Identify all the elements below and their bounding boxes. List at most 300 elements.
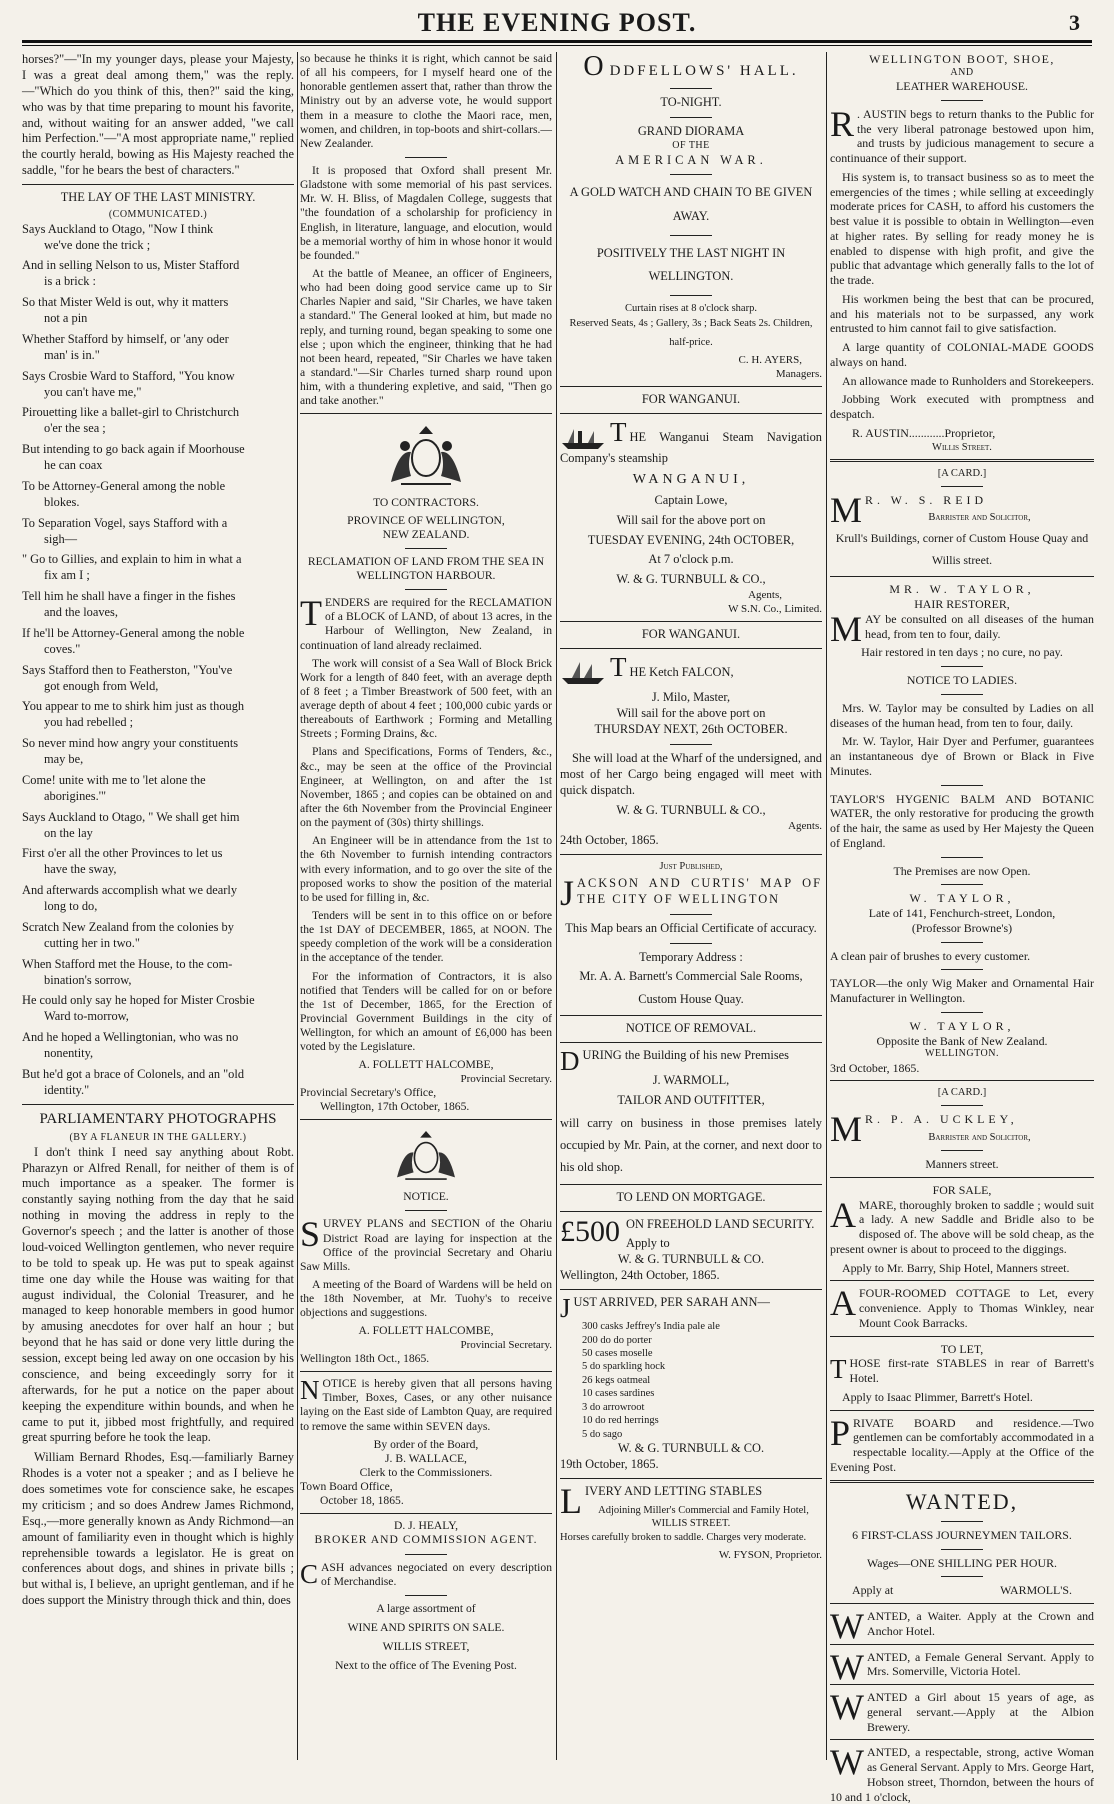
column-divider [826, 52, 827, 1760]
taylor-text: AY be consulted on all diseases of the human head, from ten to four, daily. [865, 611, 1094, 641]
tonight: TO-NIGHT. [660, 95, 722, 109]
apply-at: Apply at [852, 1583, 894, 1598]
divider [670, 235, 712, 236]
poem-line: But intending to go back again if Moorhouse [22, 442, 245, 457]
buckley-name: R. P. A. UCKLEY, [865, 1112, 1018, 1127]
divider [941, 1549, 983, 1550]
warmoll-name: J. WARMOLL, [652, 1072, 730, 1087]
column-4 [830, 52, 1094, 1804]
date: Wellington, 24th October, 1865. [560, 1268, 720, 1283]
office: Provincial Secretary's Office, [300, 1085, 437, 1099]
ladies-paragraph: Mrs. W. Taylor may be consulted by Ladies on all diseases of the human head, from ten to four, daily. [830, 700, 1094, 730]
divider [560, 1042, 822, 1043]
ketch-icon [560, 660, 606, 686]
divider [830, 1684, 1094, 1685]
poem-line: got enough from Weld, [44, 678, 159, 693]
divider [830, 1603, 1094, 1604]
steamship-icon [560, 425, 606, 451]
poem-line: man' is in." [44, 347, 100, 362]
divider [830, 1080, 1094, 1081]
poem-line: nonentity, [44, 1046, 94, 1061]
divider [405, 589, 447, 590]
divider [941, 884, 983, 885]
drop-cap: P [830, 1412, 851, 1453]
of-the: OF THE [672, 139, 710, 151]
just-published: Just Published, [659, 860, 723, 872]
divider [405, 1595, 447, 1596]
wanganui-title: FOR WANGANUI. [641, 627, 741, 642]
mortgage-amount: £500 [560, 1214, 620, 1248]
divider [941, 857, 983, 858]
card-label: [A CARD.] [937, 467, 987, 479]
divider [405, 548, 447, 549]
divider [830, 1410, 1094, 1411]
poem-couplet [22, 1067, 294, 1099]
newspaper-title: THE EVENING POST. [417, 8, 697, 37]
ladies-paragraph: Mr. W. Taylor, Hair Dyer and Perfumer, guarantees an instantaneous dye of Brown or Black in Five Minutes. [830, 734, 1094, 778]
livery-title: IVERY AND LETTING STABLES [585, 1483, 763, 1498]
company: W S.N. Co., Limited. [728, 603, 822, 616]
healy-title: BROKER AND COMMISSION AGENT. [314, 1533, 538, 1547]
column-3 [560, 52, 822, 1757]
manners-street: Manners street. [925, 1157, 999, 1172]
poem-couplet [22, 405, 294, 437]
austin-street: Willis Street. [932, 441, 992, 453]
healy-name: D. J. HEALY, [393, 1519, 458, 1533]
poem-couplet [22, 736, 294, 768]
poem-line: If he'll be Attorney-General among the noble [22, 625, 245, 640]
temporary-address: Temporary Address : [639, 949, 743, 964]
poem-couplet [22, 442, 294, 474]
removal-body: will carry on business in those premises lately occupied by Mr. Pain, at the corner, and next door to his old shop. [560, 1115, 822, 1175]
masthead [0, 0, 1114, 48]
signature: J. B. WALLACE, [385, 1451, 467, 1465]
poem-line: " Go to Gillies, and explain to him in what a [22, 552, 242, 567]
divider [670, 744, 712, 745]
poem-line: aborigines.'" [44, 788, 107, 803]
poem-couplet [22, 295, 294, 327]
poem-line: To be Attorney-General among the noble [22, 478, 226, 493]
drop-cap: R [830, 103, 855, 144]
girl-text: ANTED a Girl about 15 years of age, as general servant.—Apply at the Albion Brewery. [866, 1690, 1094, 1734]
wine: WINE AND SPIRITS ON SALE. [347, 1621, 505, 1635]
drop-cap: W [830, 1606, 864, 1647]
divider [670, 295, 712, 296]
page-number: 3 [1069, 10, 1080, 35]
date: Wellington 18th Oct., 1865. [300, 1351, 430, 1365]
divider [830, 1480, 1094, 1483]
divider [300, 1513, 552, 1514]
cargo-item: 10 cases sardines [582, 1388, 655, 1400]
poem-line: coves." [44, 641, 81, 656]
drop-cap: T [300, 593, 322, 634]
arrived-title: UST ARRIVED, PER SARAH ANN— [573, 1295, 770, 1310]
premises: The Premises are now Open. [893, 863, 1031, 878]
stables-text: HOSE first-rate STABLES in rear of Barrett's Hotel. [849, 1356, 1094, 1386]
parliamentary-subtitle: (BY A FLANEUR IN THE GALLERY.) [69, 1131, 247, 1143]
poem-line: Says Auckland to Otago, "Now I think [22, 221, 214, 236]
column-2 [300, 52, 552, 1757]
divider [941, 1105, 983, 1106]
divider [941, 785, 983, 786]
column-1 [22, 52, 294, 1757]
poem-couplet [22, 589, 294, 621]
masthead-rule [22, 40, 1092, 43]
buckley-role: Barrister and Solicitor, [928, 1132, 1031, 1144]
drop-cap: T [610, 652, 627, 683]
poem-line: First o'er all the other Provinces to let us [22, 846, 223, 861]
poem-line: not a pin [44, 311, 88, 326]
let-title: TO LET, [940, 1341, 984, 1356]
gold-watch: A GOLD WATCH AND CHAIN TO BE GIVEN AWAY. [569, 185, 813, 223]
wanted-letter: W [905, 1488, 927, 1514]
jackson-title: ACKSON AND CURTIS' MAP OF THE CITY OF WELLINGTON [577, 875, 822, 906]
drop-cap: A [830, 1194, 856, 1235]
signature: A. FOLLETT HALCOMBE, [358, 1324, 494, 1338]
wigmaker: TAYLOR—the only Wig Maker and Ornamental Hair Manufacturer in Wellington. [830, 976, 1094, 1006]
austin-signature: R. AUSTIN............Proprietor, [852, 425, 996, 440]
tender-paragraph: ENDERS are required for the RECLAMATION of a BLOCK of LAND, of about 13 acres, in the Harbour of Wellington, New Zealand, in continuation of land already reclaimed. [300, 596, 552, 652]
agent: W. & G. TURNBULL & CO., [616, 572, 766, 587]
divider [300, 1371, 552, 1372]
drop-cap: C [300, 1558, 319, 1589]
poem-couplet [22, 883, 294, 915]
late-of: Late of 141, Fenchurch-street, London, [868, 906, 1056, 921]
divider [830, 459, 1094, 462]
divider [830, 1644, 1094, 1645]
poem-line: Says Auckland to Otago, " We shall get him [22, 809, 240, 824]
divider [830, 1336, 1094, 1337]
tender-paragraph: Tenders will be sent in to this office on or before the 1st DAY of DECEMBER, 1865, at NOON. The speedy completion of the work will be a consideration in the acceptance of the tender. [300, 909, 552, 965]
curtain: Curtain rises at 8 o'clock sharp. [625, 302, 757, 314]
drop-cap: O [583, 51, 607, 82]
will-sail: Will sail for the above port on [616, 512, 766, 527]
divider [830, 1280, 1094, 1281]
intro-paragraph: horses?"—"In my younger days, please your Majesty, I was a great deal among them," was the reply.—"Which do you think of this, then?" said the king, who was by that time preparing to mount his favorite, and, without waiting for an answer added, "we call him Perfection."—"A most appropriate name," replied the courtly herald, bowing as His Majesty reached the saddle, "for he bears the best of characters." [22, 52, 294, 178]
reclamation-heading: RECLAMATION OF LAND FROM THE SEA IN WELLINGTON HARBOUR. [307, 554, 545, 582]
poem-line: sigh— [44, 531, 78, 546]
waiter-text: ANTED, a Waiter. Apply at the Crown and Anchor Hotel. [866, 1609, 1094, 1638]
boot-warehouse: LEATHER WAREHOUSE. [896, 79, 1028, 94]
divider [405, 157, 447, 158]
agent: W. & G. TURNBULL & CO. [617, 1441, 765, 1456]
divider [941, 100, 983, 101]
poem-line: identity." [44, 1082, 90, 1097]
divider [941, 1150, 983, 1151]
will-sail: Will sail for the above port on [616, 706, 766, 721]
warmolls: WARMOLL'S. [1000, 1583, 1072, 1598]
divider [405, 1554, 447, 1555]
cargo-list [560, 1320, 822, 1441]
taylor-signature: W. TAYLOR, [909, 891, 1015, 906]
master: J. Milo, Master, [651, 690, 731, 705]
poem-couplet [22, 663, 294, 695]
poem-line: Says Crosbie Ward to Stafford, "You know [22, 368, 235, 383]
poem-couplet [22, 479, 294, 511]
divider [670, 943, 712, 944]
board-text: RIVATE BOARD and residence.—Two gentlemen can be comfortably accommodated in a respectable locality.—Apply at the Office of the Evening Post. [830, 1415, 1094, 1474]
poem-couplet [22, 516, 294, 548]
mare-text: MARE, thoroughly broken to saddle ; would suit a lady. A new Saddle and Bridle also to be disposed of. The above will be sold cheap, as the present owner is about to proceed to the diggings. [830, 1197, 1094, 1256]
poem-line: You appear to me to shirk him just as though [22, 699, 245, 714]
divider [560, 854, 822, 855]
apply-to: Apply to [626, 1236, 670, 1251]
browne: (Professor Browne's) [911, 920, 1013, 935]
date: 19th October, 1865. [560, 1456, 659, 1471]
column-divider [556, 52, 557, 1760]
poem-line: When Stafford met the House, to the com- [22, 956, 233, 971]
time: At 7 o'clock p.m. [648, 552, 734, 567]
poem-line: Says Stafford then to Featherston, "You've [22, 662, 233, 677]
royal-crest-icon [386, 1126, 466, 1184]
removal-text: URING the Building of his new Premises [582, 1047, 789, 1062]
tender-paragraph: Plans and Specifications, Forms of Tenders, &c., &c., may be seen at the office of the Provincial Engineer, at Wellington, on and after the 1st November, 1865 ; and copies can be obtained on and after the 6th November from the Provincial Engineer on the payment of (30s) thirty shillings. [300, 745, 552, 830]
taylor-name: MR. W. TAYLOR, [889, 582, 1035, 597]
removal-title: NOTICE OF REMOVAL. [625, 1021, 757, 1036]
poem-line: To Separation Vogel, says Stafford with a [22, 515, 228, 530]
drop-cap: W [830, 1742, 864, 1783]
map-certificate: This Map bears an Official Certificate of accuracy. [565, 920, 817, 935]
drop-cap: W [830, 1687, 864, 1728]
cargo-item: 50 cases moselle [582, 1347, 653, 1359]
apply-row [830, 1583, 1094, 1598]
opposite: Opposite the Bank of New Zealand. [876, 1033, 1048, 1048]
card-label: [A CARD.] [937, 1087, 987, 1099]
livery-text: Horses carefully broken to saddle. Charges very moderate. [560, 1531, 807, 1543]
signature-role: Managers. [775, 367, 822, 380]
balm-text: TAYLOR'S HYGENIC BALM AND BOTANIC WATER, the only restorative for producing the growth of the hair, the same as used by Her Majesty the Queen of England. [830, 791, 1094, 850]
poem-line: you can't have me," [44, 384, 142, 399]
divider [941, 969, 983, 970]
drop-cap: W [830, 1646, 864, 1687]
cargo-item: 300 casks Jeffrey's India pale ale [582, 1321, 720, 1333]
tender-paragraph: The work will consist of a Sea Wall of Block Brick Work for a length of 840 feet, with an average depth of 8 feet ; a Timber Breastwork of 500 feet, with an average depth of about 4 feet ; 100,000 cubic yards or thereabouts of Earthwork ; Forming and Metalling Streets ; Forming Drains, &c. [300, 656, 552, 741]
mortgage-title: TO LEND ON MORTGAGE. [616, 1189, 766, 1204]
divider [830, 576, 1094, 577]
poem-couplet [22, 369, 294, 401]
poem-line: He could only say he hoped for Mister Crosbie [22, 993, 255, 1008]
tailors: 6 FIRST-CLASS JOURNEYMEN TAILORS. [852, 1527, 1072, 1542]
drop-cap: D [560, 1045, 580, 1076]
divider [830, 1177, 1094, 1178]
signature-role: Provincial Secretary. [460, 1072, 552, 1085]
wharf-text: She will load at the Wharf of the undersigned, and most of her Cargo being engaged will meet with quick dispatch. [560, 751, 822, 797]
poem-line: Ward to-morrow, [44, 1009, 129, 1024]
wages: Wages—ONE SHILLING PER HOUR. [867, 1555, 1057, 1570]
austin-paragraph: A large quantity of COLONIAL-MADE GOODS always on hand. [830, 340, 1094, 369]
signature-role: Provincial Secretary. [460, 1338, 552, 1351]
divider [22, 184, 294, 185]
drop-cap: T [610, 416, 627, 447]
poem-line: And he hoped a Wellingtonian, who was no [22, 1030, 239, 1045]
agents: Agents. [788, 819, 822, 832]
divider [941, 486, 983, 487]
austin-paragraph: Jobbing Work executed with promptness and despatch. [830, 392, 1094, 422]
poem-line: cutting her in two." [44, 935, 140, 950]
drop-cap: J [560, 1293, 571, 1324]
divider [941, 1012, 983, 1013]
column-divider [297, 52, 298, 1760]
austin-paragraph: His system is, to transact business so as to meet the emergencies of the times ; while selling at exceedingly moderate prices for CASH, to afford his customers the best value it is possible to obtain in Wellington—even at higher rates. By selling for ready money he is enabled to dispense with high profit, and give the public that advantage which generally falls to the lot of the trade. [830, 169, 1094, 288]
survey-paragraph: URVEY PLANS and SECTION of the Ohariu District Road are laying for inspection at the Office of the provincial Secretary and Ohariu Saw Mills. [300, 1217, 552, 1273]
poem-couplet [22, 957, 294, 989]
survey-paragraph: A meeting of the Board of Wardens will be held on the 18th November, at Mr. Tuohy's to receive objections and suggestions. [300, 1277, 552, 1320]
poem-line: blokes. [44, 494, 80, 509]
divider [941, 942, 983, 943]
poem-line: bination's sorrow, [44, 972, 132, 987]
poem-couplet [22, 332, 294, 364]
office: Town Board Office, [300, 1480, 393, 1494]
wanted-title: ANTED, [926, 1488, 1019, 1514]
divider [941, 1576, 983, 1577]
parliamentary-title: PARLIAMENTARY PHOTOGRAPHS [39, 1110, 277, 1127]
austin-paragraph: An allowance made to Runholders and Storekeepers. [842, 373, 1094, 388]
cargo-item: 10 do red herrings [582, 1415, 659, 1427]
drop-cap: M [830, 608, 863, 649]
reid-address: Krull's Buildings, corner of Custom House Quay and Willis street. [835, 531, 1089, 567]
royal-crest-icon [381, 420, 471, 490]
boot-and: AND [950, 66, 974, 78]
article-paragraph: I don't think I need say anything about Robt. Pharazyn or Alfred Renall, for neither of them is of much importance as a speaker. The former is constantly saying nothing from the day that he said nothing in moving the address in reply to the Governor's speech ; and the latter is another of those loud-voiced Wellington gentlemen, who never require to be told to speak up. He was put to speak against time one day while the House was waiting for that august individual, the Colonial Treasurer, and he managed to keep honorable members in good humor by amusing anecdotes for over half an hour ; but beyond that he has said or done very little during the session, except being led away on one occasion by his conscience, and being exceedingly sorry for it afterwards, for he put a notice on the paper about keeping the expenditure within bounds, and when he came to put it, jibbed most frightfully, and required great spurring before he took the leap. [22, 1144, 294, 1445]
contractors-title: TO CONTRACTORS. [373, 496, 479, 510]
agents: Agents, [748, 589, 782, 602]
poem-couplet [22, 773, 294, 805]
austin-paragraph: His workmen being the best that can be procured, and his materials not to be surpassed, any work entrusted to him cannot fail to give satisfaction. [830, 291, 1094, 336]
departure: THURSDAY NEXT, 26th OCTOBER. [594, 722, 788, 737]
poem-line: Come! unite with me to 'let alone the [22, 772, 206, 787]
poem-couplet [22, 626, 294, 658]
sale-title: FOR SALE, [932, 1182, 992, 1197]
lay-title: THE LAY OF THE LAST MINISTRY. [60, 190, 256, 204]
divider [560, 621, 822, 622]
diorama: GRAND DIORAMA [637, 123, 745, 138]
poem-couplet [22, 552, 294, 584]
poem-line: o'er the sea ; [44, 421, 106, 436]
poem-couplet [22, 699, 294, 731]
barnett-address: Mr. A. A. Barnett's Commercial Sale Rooms, Custom House Quay. [579, 969, 803, 1006]
signature: C. H. AYERS, [738, 353, 802, 366]
livery-subtitle: Adjoining Miller's Commercial and Family Hotel, [598, 1504, 809, 1516]
poem-couplet [22, 810, 294, 842]
proprietor: W. FYSON, Proprietor. [718, 1548, 822, 1561]
divider [830, 1739, 1094, 1740]
poem-line: you had rebelled ; [44, 715, 134, 730]
poem-line: Whether Stafford by himself, or 'any oder [22, 331, 229, 346]
ladies-title: NOTICE TO LADIES. [906, 673, 1018, 688]
poem-couplet [22, 846, 294, 878]
taylor-signature: W. TAYLOR, [909, 1018, 1015, 1033]
livery-street: WILLIS STREET. [651, 1518, 731, 1530]
poem-couplet [22, 993, 294, 1025]
divider [560, 1289, 822, 1290]
wanganui-text: HE Wanganui Steam Navigation Company's steamship [560, 429, 822, 466]
divider [300, 413, 552, 414]
poem-couplet [22, 258, 294, 290]
cargo-item: 26 kegs oatmeal [582, 1374, 651, 1386]
divider [941, 666, 983, 667]
divider [670, 914, 712, 915]
divider [560, 648, 822, 649]
order: By order of the Board, [373, 1437, 479, 1451]
divider [941, 694, 983, 695]
lambton-notice: OTICE is hereby given that all persons having Timber, Boxes, Cases, or any other nuisance laying on the East side of Lambton Quay, are required to remove the same within SEVEN days. [300, 1377, 552, 1433]
poem-line: is a brick : [44, 274, 96, 289]
drop-cap: N [300, 1375, 320, 1406]
drop-cap: A [830, 1283, 856, 1324]
austin-paragraph: . AUSTIN begs to return thanks to the Public for the very liberal patronage bestowed upon him, and trusts by judicious management to secure a continuance of their support. [830, 106, 1094, 166]
poem-couplet [22, 1030, 294, 1062]
drop-cap: S [300, 1214, 321, 1255]
divider [670, 88, 712, 89]
article-paragraph: It is proposed that Oxford shall present Mr. Gladstone with some memorial of his past services. Mr. W. H. Bliss, of Magdalen College, suggests that "the foundation of a scholarship for proficiency in English, in literature, language, and elocution, would be a memorial worthy of him in whose honor it would be founded." [300, 163, 552, 262]
divider [560, 1478, 822, 1479]
drop-cap: L [560, 1480, 582, 1521]
signature: A. FOLLETT HALCOMBE, [358, 1058, 494, 1072]
taylor-restored: Hair restored in ten days ; no cure, no pay. [861, 645, 1063, 660]
agent: W. & G. TURNBULL & CO. [617, 1252, 765, 1267]
assortment: A large assortment of [376, 1601, 476, 1615]
taylor-role: HAIR RESTORER, [914, 597, 1010, 612]
poem-line: And in selling Nelson to us, Mister Stafford [22, 258, 240, 273]
departure: TUESDAY EVENING, 24th OCTOBER, [587, 532, 795, 547]
province: PROVINCE OF WELLINGTON, [347, 513, 505, 527]
poem-couplet [22, 920, 294, 952]
captain: Captain Lowe, [654, 492, 728, 507]
cargo-item: 5 do sparkling hock [582, 1361, 666, 1373]
new-zealand: NEW ZEALAND. [382, 527, 470, 541]
poem-line: may be, [44, 752, 84, 767]
date: 3rd October, 1865. [830, 1060, 920, 1075]
divider [300, 1119, 552, 1120]
signature-role: Clerk to the Commissioners. [359, 1465, 493, 1479]
last-night: POSITIVELY THE LAST NIGHT IN WELLINGTON. [596, 245, 786, 284]
poem-line: Pirouetting like a ballet-girl to Christchurch [22, 405, 240, 420]
brushes: A clean pair of brushes to every customer. [830, 948, 1031, 963]
drop-cap: M [830, 1109, 863, 1150]
poem-line: fix am I ; [44, 568, 90, 583]
reid-name: R. W. S. REID [865, 492, 988, 507]
next-to: Next to the office of The Evening Post. [335, 1659, 517, 1673]
mare-apply: Apply to Mr. Barry, Ship Hotel, Manners street. [842, 1260, 1070, 1275]
poem-line: So never mind how angry your constituents [22, 736, 239, 751]
divider [560, 1015, 822, 1016]
healy-text: ASH advances negociated on every description of Merchandise. [321, 1560, 552, 1588]
wanganui-title: FOR WANGANUI. [641, 392, 741, 407]
drop-cap: M [830, 489, 863, 530]
drop-cap: J [560, 872, 575, 913]
article-paragraph: so because he thinks it is right, which cannot be said of all his compeers, for I myself heard one of the honorable gentlemen assert that, rather than throw the Ministry out by an adverse vote, he would support them in a measure to clothe the Maori race, men, women, and children, in top-boots and shirt-collars.—New Zealander. [300, 52, 552, 150]
tender-paragraph: For the information of Contractors, it is also notified that Tenders will be called for on or before the 1st of December, 1865, for the Erection of Provincial Government Buildings in the city of Wellington, for which an amount of £6,000 has been voted by the Legislature. [300, 969, 552, 1054]
poem-line: Scratch New Zealand from the colonies by [22, 919, 234, 934]
mortgage-text: ON FREEHOLD LAND SECURITY. [626, 1216, 815, 1231]
date: October 18, 1865. [320, 1494, 404, 1508]
divider [560, 386, 822, 387]
boot-title: WELLINGTON BOOT, SHOE, [869, 52, 1055, 66]
lay-subtitle: (COMMUNICATED.) [108, 208, 208, 220]
divider [560, 1184, 822, 1185]
notice-title: NOTICE. [403, 1190, 449, 1204]
agent: W. & G. TURNBULL & CO., [616, 802, 766, 817]
poem-line: he can coax [44, 458, 103, 473]
reserved-seats: Reserved Seats, 4s ; Gallery, 3s ; Back Seats 2s. Children, half-price. [569, 318, 813, 348]
hart-text: ANTED, a respectable, strong, active Woman as General Servant. Apply to Mrs. George Hart, Hobson street, Thorndon, between the hours of 10 and 1 o'clock, [830, 1745, 1094, 1804]
cargo-item: 3 do arrowroot [582, 1401, 645, 1413]
ship-name: WANGANUI, [632, 471, 750, 487]
poem-line: long to do, [44, 899, 98, 914]
cottage-text: FOUR-ROOMED COTTAGE to Let, every convenience. Apply to Thomas Winkley, near Mount Cook Barracks. [859, 1286, 1094, 1330]
divider [941, 1521, 983, 1522]
wellington: WELLINGTON. [925, 1048, 999, 1060]
